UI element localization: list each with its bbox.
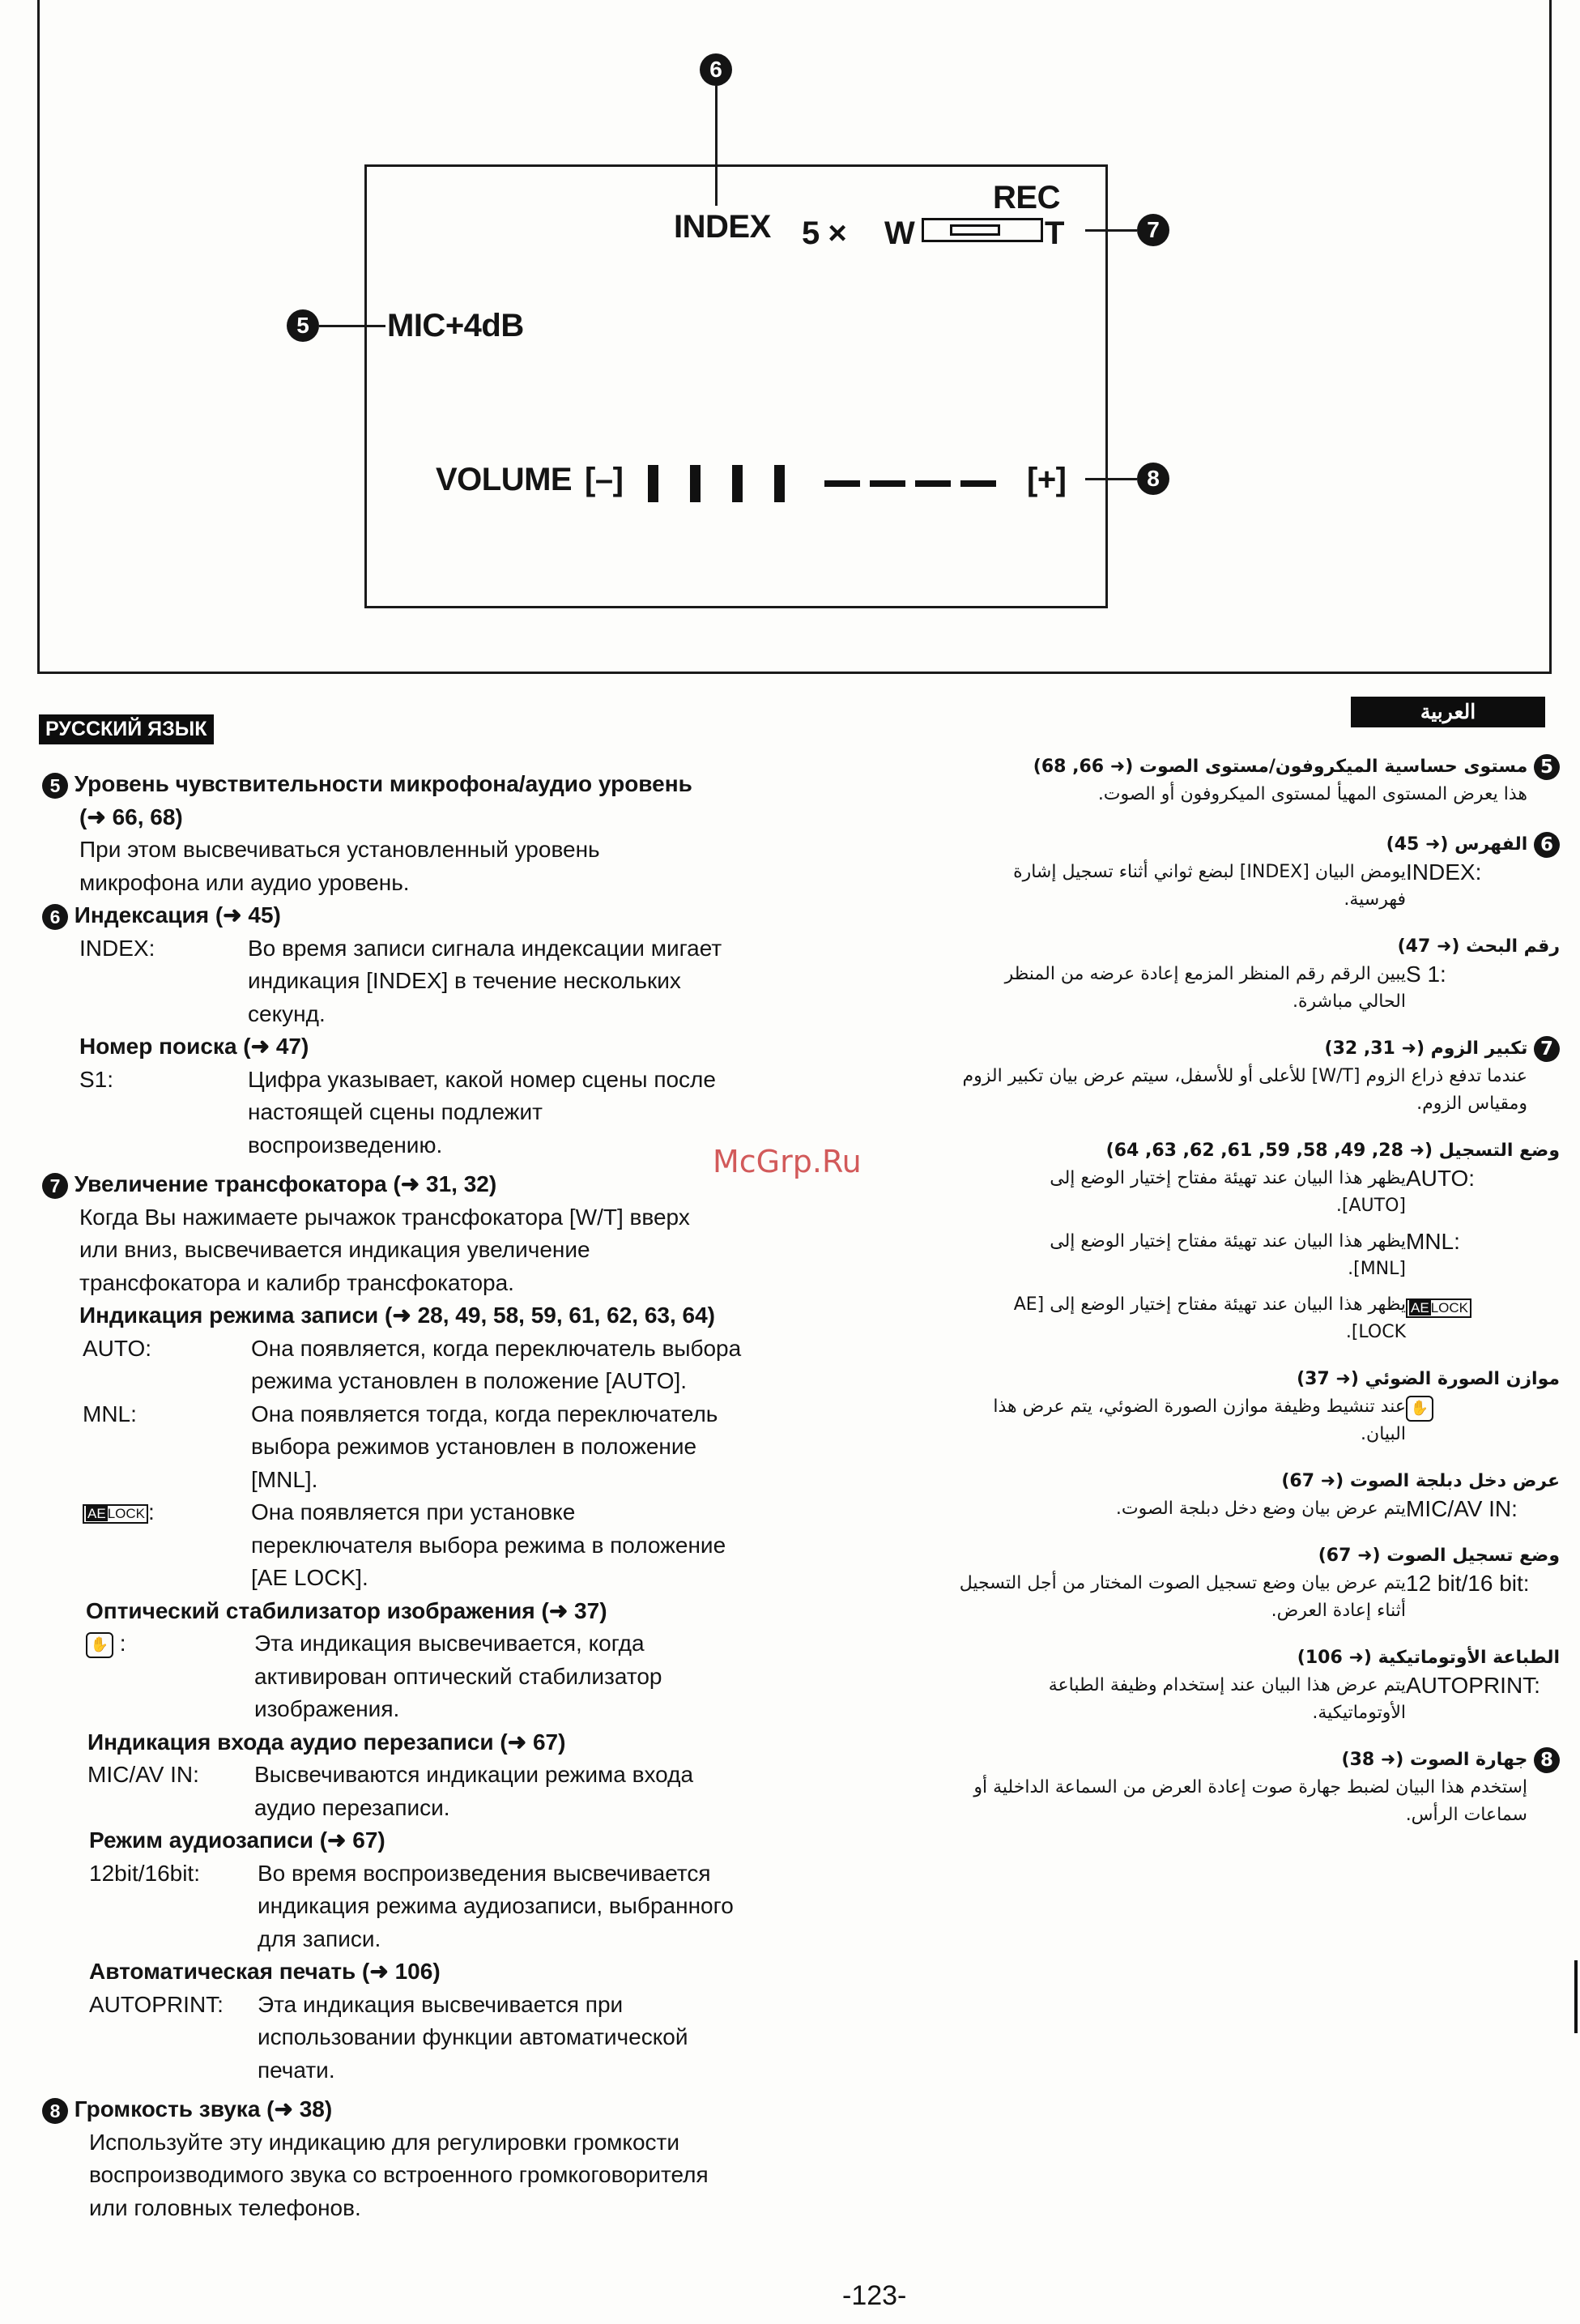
ru-s7-body-3: трансфокатора и калибр трансфокатора. — [79, 1269, 514, 1295]
volume-minus: [–] — [585, 462, 624, 497]
ru-ois-def-3: изображения. — [254, 1696, 400, 1721]
ar-ois-def: عند تنشيط وظيفة موازن الصورة الضوئي، يتم عرض هذا البيان. — [993, 1397, 1406, 1444]
ar-ois-title: موازن الصورة الضوئي (➜ 37) — [1297, 1369, 1560, 1389]
ar-s8-title: جهارة الصوت (➜ 38) — [1341, 1750, 1528, 1770]
ru-print-term: AUTOPRINT: — [89, 1991, 224, 2017]
volume-plus: [+] — [1027, 462, 1067, 497]
ar-s8-number: 8 — [1534, 1747, 1560, 1773]
ru-s5-body-2: микрофона или аудио уровень. — [79, 869, 410, 895]
volume-bar-empty — [824, 480, 860, 487]
ae-lock-icon — [83, 1504, 148, 1524]
callout-5-line — [319, 325, 385, 327]
volume-bar-empty — [960, 480, 996, 487]
language-tag-arabic — [1351, 697, 1545, 727]
ar-s6-number: 6 — [1534, 832, 1560, 858]
margin-bar — [1574, 1960, 1578, 2033]
ru-ae-def-2: переключателя выбора режима в положение — [251, 1532, 726, 1558]
ru-dub-title: Индикация входа аудио перезаписи (➜ 67) — [87, 1729, 566, 1755]
ar-audio-title: وضع تسجيل الصوت (➜ 67) — [1318, 1546, 1560, 1566]
ar-s1-def: يبين الرقم رقم المنظر المزمع إعادة عرضه من المنظر الحالي مباشرة. — [1004, 964, 1406, 1012]
ar-s7-body: عندما تدفع ذراع الزوم [W/T] للأعلى أو للأسفل، سيتم عرض بيان تكبير الزوم ومقياس الزوم. — [962, 1066, 1527, 1114]
ar-dub-term: MIC/AV IN: — [1406, 1496, 1518, 1521]
zoom-w-label: W — [884, 215, 915, 251]
callout-6: 6 — [700, 53, 732, 86]
ru-mnl-term: MNL: — [83, 1401, 137, 1426]
ar-dub-title: عرض دخل دبلجة الصوت (➜ 67) — [1281, 1471, 1560, 1491]
ru-s5-ref: (➜ 66, 68) — [79, 804, 183, 829]
watermark: McGrp.Ru — [713, 1144, 862, 1179]
page-number: -123- — [842, 2280, 907, 2311]
ar-audio-def: يتم عرض بيان وضع تسجيل الصوت المختار من أجل التسجيل أثناء إعادة العرض. — [959, 1573, 1406, 1621]
volume-meter — [648, 463, 1004, 504]
ru-audio-term: 12bit/16bit: — [89, 1860, 200, 1886]
callout-7: 7 — [1137, 214, 1169, 246]
ru-ois-title: Оптический стабилизатор изображения (➜ 37) — [86, 1597, 607, 1623]
ae-lock-icon-ae: AE — [87, 1505, 106, 1521]
ru-auto-term: AUTO: — [83, 1335, 152, 1361]
zoom-t-label: T — [1045, 215, 1064, 251]
ru-s1-def-2: настоящей сцены подлежит — [248, 1099, 543, 1124]
callout-5: 5 — [287, 309, 319, 342]
ru-dub-def-2: аудио перезаписи. — [254, 1794, 450, 1820]
mic-level-indicator: MIC+4dB — [387, 308, 524, 343]
ru-mnl-def-1: Она появляется тогда, когда переключатель — [251, 1401, 718, 1426]
ru-ae-def-1: Она появляется при установке — [251, 1499, 576, 1524]
volume-bar-empty — [870, 480, 905, 487]
volume-bar-filled — [774, 465, 785, 502]
ar-s1-term: S 1: — [1406, 962, 1446, 987]
ru-s6-title: Индексация (➜ 45) — [74, 902, 281, 927]
ar-index-def: يومض البيان [INDEX] لبضع ثواني أثناء تسجيل إشارة فهرسية. — [1013, 862, 1406, 910]
ru-s1-def-3: воспроизведению. — [248, 1132, 443, 1158]
ru-s1-def-1: Цифра указывает, какой номер сцены после — [248, 1066, 716, 1092]
ru-s7-number: 7 — [42, 1173, 68, 1199]
ru-print-title: Автоматическая печать (➜ 106) — [89, 1959, 441, 1984]
ru-ois-def-1: Эта индикация высвечивается, когда — [254, 1631, 645, 1656]
ru-audio-def-1: Во время воспроизведения высвечивается — [258, 1860, 711, 1886]
ru-audio-def-2: индикация режима аудиозаписи, выбранного — [258, 1893, 734, 1918]
zoom-gauge — [922, 218, 1043, 242]
ru-index-def-3: секунд. — [248, 1000, 326, 1026]
ar-s7-number: 7 — [1534, 1036, 1560, 1062]
callout-7-line — [1085, 229, 1137, 232]
ru-index-def-2: индикация [INDEX] в течение нескольких — [248, 968, 681, 993]
ar-ae-lock-icon: AE LOCK — [1406, 1298, 1471, 1318]
ar-s5-title: مستوى حساسية الميكروفون/مستوى الصوت (➜ 66, 68) — [1033, 757, 1528, 777]
ru-s8-number: 8 — [42, 2098, 68, 2124]
ar-print-def: يتم عرض هذا البيان عند إستخدام وظيفة الطباعة الأوتوماتيكية. — [1048, 1675, 1406, 1723]
ru-mode-title: Индикация режима записи (➜ 28, 49, 58, 59, 61, 62, 63, 64) — [79, 1303, 715, 1328]
ru-s8-body-2: воспроизводимого звука со встроенного громкоговорителя — [89, 2162, 709, 2187]
ar-s7-title: تكبير الزوم (➜ 31, 32) — [1324, 1038, 1528, 1059]
ar-search-title: رقم البحث (➜ 47) — [1397, 936, 1560, 957]
ru-print-def-2: использовании функции автоматической — [258, 2024, 688, 2049]
ru-dub-def-1: Высвечиваются индикации режима входа — [254, 1762, 694, 1787]
ar-print-term: AUTOPRINT: — [1406, 1673, 1540, 1698]
ru-print-def-1: Эта индикация высвечивается при — [258, 1991, 624, 2017]
ar-auto-term: AUTO: — [1406, 1166, 1476, 1191]
volume-bar-empty — [915, 480, 951, 487]
callout-6-line — [715, 86, 718, 206]
ru-print-def-3: печати. — [258, 2057, 335, 2083]
zoom-gauge-marker — [950, 224, 1000, 236]
volume-bar-filled — [648, 465, 658, 502]
ru-mnl-def-3: [MNL]. — [251, 1466, 318, 1492]
language-tag-russian: РУССКИЙ ЯЗЫК — [39, 714, 214, 744]
ar-dub-def: يتم عرض بيان وضع دخل دبلجة الصوت. — [1115, 1499, 1406, 1519]
ru-s1-term: S1: — [79, 1066, 114, 1092]
ru-search-title: Номер поиска (➜ 47) — [79, 1034, 309, 1059]
ar-index-term: INDEX: — [1406, 859, 1482, 885]
callout-8-line — [1085, 478, 1137, 480]
language-tag-arabic-text: العربية — [1420, 701, 1476, 723]
zoom-magnification: 5 × — [802, 215, 847, 251]
ru-s5-number: 5 — [42, 773, 68, 799]
volume-bar-filled — [690, 465, 701, 502]
ar-ae-def: يظهر هذا البيان عند تهيئة مفتاح إختيار الوضع إلى [AE LOCK]. — [1013, 1294, 1406, 1342]
ar-s5-body: هذا يعرض المستوى المهيأ لمستوى الميكروفون أو الصوت. — [1097, 784, 1527, 804]
ru-audio-title: Режим аудиозаписи (➜ 67) — [89, 1827, 385, 1853]
ru-s7-body-2: или вниз, высвечивается индикация увеличение — [79, 1237, 590, 1262]
image-stabilizer-icon: ✋ — [86, 1632, 113, 1658]
ru-s6-number: 6 — [42, 904, 68, 930]
ar-image-stabilizer-icon: ✋ — [1406, 1396, 1433, 1422]
index-indicator: INDEX — [674, 209, 771, 245]
ru-s5-title: Уровень чувствительности микрофона/аудио уровень — [74, 771, 692, 796]
ar-s6-title: الفهرس (➜ 45) — [1386, 834, 1528, 855]
ar-mnl-term: MNL: — [1406, 1229, 1460, 1254]
ru-s5-body-1: При этом высвечиваться установленный уровень — [79, 837, 600, 862]
ru-index-def-1: Во время записи сигнала индексации мигает — [248, 935, 722, 961]
volume-label: VOLUME — [436, 462, 573, 497]
ar-auto-def: يظهر هذا البيان عند تهيئة مفتاح إختيار الوضع إلى [AUTO]. — [1050, 1168, 1406, 1216]
ar-s5-number: 5 — [1534, 754, 1560, 780]
ru-s8-body-3: или головных телефонов. — [89, 2194, 361, 2220]
ar-audio-term: 12 bit/16 bit: — [1406, 1571, 1530, 1596]
ru-ois-def-2: активирован оптический стабилизатор — [254, 1663, 662, 1689]
ru-dub-term: MIC/AV IN: — [87, 1762, 199, 1787]
ar-s8-body: إستخدم هذا البيان لضبط جهارة صوت إعادة العرض من السماعة الداخلية أو سماعات الرأس. — [973, 1777, 1527, 1825]
ar-mnl-def: يظهر هذا البيان عند تهيئة مفتاح إختيار الوضع إلى [MNL]. — [1050, 1231, 1406, 1279]
ru-index-term: INDEX: — [79, 935, 155, 961]
ru-audio-def-3: для записи. — [258, 1925, 381, 1951]
ar-mode-title: وضع التسجيل (➜ 28, 49, 58, 59, 61, 62, 63, 64) — [1105, 1141, 1560, 1161]
ru-s7-title: Увеличение трансфокатора (➜ 31, 32) — [74, 1171, 497, 1196]
ru-s7-body-1: Когда Вы нажимаете рычажок трансфокатора [W/T] вверх — [79, 1204, 690, 1230]
ru-auto-def-1: Она появляется, когда переключатель выбора — [251, 1335, 742, 1361]
ru-s8-title: Громкость звука (➜ 38) — [74, 2096, 333, 2121]
callout-8: 8 — [1137, 463, 1169, 495]
ru-s8-body-1: Используйте эту индикацию для регулировки громкости — [89, 2129, 679, 2155]
ru-mnl-def-2: выбора режимов установлен в положение — [251, 1434, 697, 1459]
rec-indicator: REC — [993, 180, 1060, 215]
volume-bar-filled — [732, 465, 743, 502]
ru-auto-def-2: режима установлен в положение [AUTO]. — [251, 1368, 688, 1393]
ae-lock-icon-lock: LOCK — [107, 1505, 145, 1521]
ar-print-title: الطباعة الأوتوماتيكية (➜ 106) — [1297, 1648, 1560, 1668]
ru-ae-def-3: [AE LOCK]. — [251, 1565, 368, 1590]
